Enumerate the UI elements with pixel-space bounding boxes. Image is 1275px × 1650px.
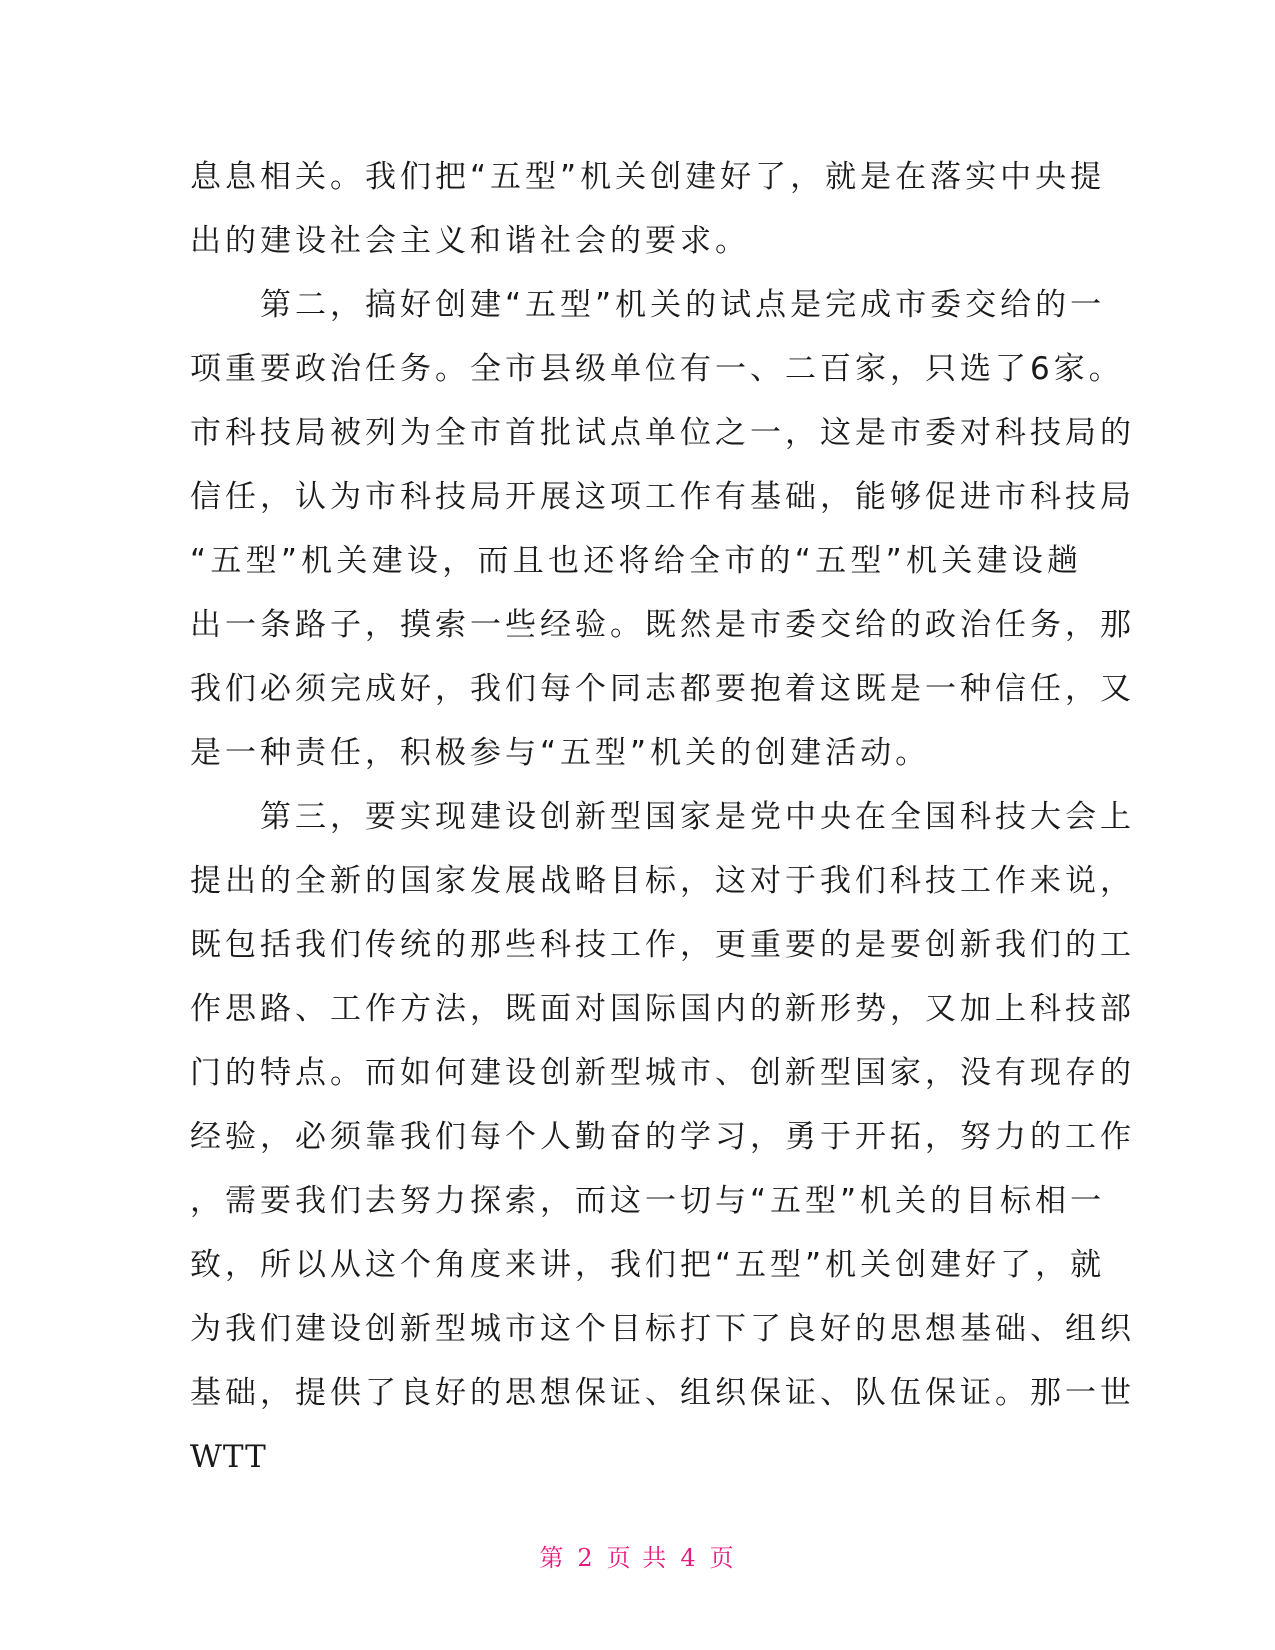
page-label-mid: 页 共 <box>606 1544 669 1572</box>
text-line: 既包括我们传统的那些科技工作，更重要的是要创新我们的工 <box>190 927 1135 963</box>
text-line: 为我们建设创新型城市这个目标打下了良好的思想基础、组织 <box>190 1311 1135 1347</box>
page-label-suffix: 页 <box>709 1544 736 1572</box>
current-page-number: 2 <box>577 1544 595 1572</box>
total-pages-number: 4 <box>680 1544 698 1572</box>
text-line: 项重要政治任务。全市县级单位有一、二百家，只选了6家。 <box>190 351 1124 387</box>
text-line: 是一种责任，积极参与“五型”机关的创建活动。 <box>190 735 931 771</box>
page-label-prefix: 第 <box>539 1544 566 1572</box>
text-line: 作思路、工作方法，既面对国际国内的新形势，又加上科技部 <box>190 991 1135 1027</box>
text-line: 提出的全新的国家发展战略目标，这对于我们科技工作来说， <box>190 863 1135 899</box>
text-line: WTT <box>190 1439 267 1475</box>
text-line: 出一条路子，摸索一些经验。既然是市委交给的政治任务，那 <box>190 607 1135 643</box>
text-line: 第三，要实现建设创新型国家是党中央在全国科技大会上 <box>260 799 1135 835</box>
document-body <box>190 145 1135 1489</box>
text-line: 息息相关。我们把“五型”机关创建好了，就是在落实中央提 <box>190 159 1106 195</box>
text-line: 出的建设社会主义和谐社会的要求。 <box>190 223 750 259</box>
text-line: 经验，必须靠我们每个人勤奋的学习，勇于开拓，努力的工作 <box>190 1119 1135 1155</box>
text-line: 致，所以从这个角度来讲，我们把“五型”机关创建好了，就 <box>190 1247 1106 1283</box>
text-line: 基础，提供了良好的思想保证、组织保证、队伍保证。那一世 <box>190 1375 1135 1411</box>
text-line: 门的特点。而如何建设创新型城市、创新型国家，没有现存的 <box>190 1055 1135 1091</box>
text-line: 信任，认为市科技局开展这项工作有基础，能够促进市科技局 <box>190 479 1135 515</box>
text-line: 第二，搞好创建“五型”机关的试点是完成市委交给的一 <box>260 287 1106 323</box>
text-line: ，需要我们去努力探索，而这一切与“五型”机关的目标相一 <box>190 1183 1106 1219</box>
text-line: “五型”机关建设，而且也还将给全市的“五型”机关建设趟 <box>190 543 1082 579</box>
text-line: 我们必须完成好，我们每个同志都要抱着这既是一种信任，又 <box>190 671 1135 707</box>
text-line: 市科技局被列为全市首批试点单位之一，这是市委对科技局的 <box>190 415 1135 451</box>
page-number-footer <box>0 1538 1275 1573</box>
